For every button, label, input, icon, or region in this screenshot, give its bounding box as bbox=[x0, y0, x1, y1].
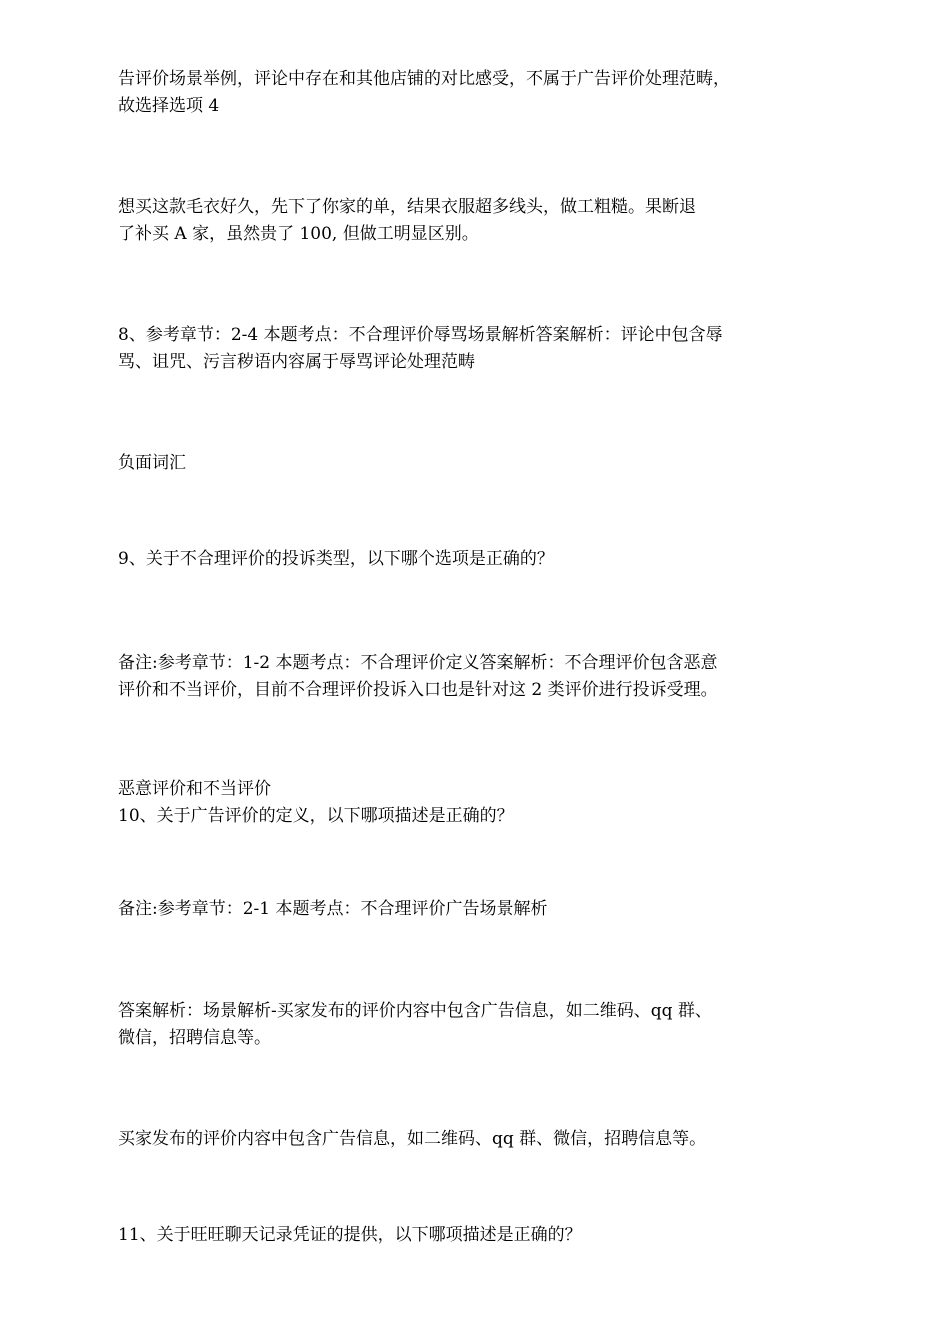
text-line: 告评价场景举例，评论中存在和其他店铺的对比感受，不属于广告评价处理范畴， bbox=[118, 69, 730, 89]
text-line: 10、关于广告评价的定义，以下哪项描述是正确的？ bbox=[118, 806, 514, 826]
paragraph-question-9 bbox=[118, 546, 848, 573]
text-line: 想买这款毛衣好久，先下了你家的单，结果衣服超多线头，做工粗糙。果断退 bbox=[118, 197, 696, 217]
text-line: 了补买 A 家，虽然贵了 100, 但做工明显区别。 bbox=[118, 224, 479, 244]
text-line: 恶意评价和不当评价 bbox=[118, 779, 271, 799]
text-line: 负面词汇 bbox=[118, 453, 186, 473]
text-line: 故选择选项 4 bbox=[118, 96, 220, 116]
paragraph-question-10-note bbox=[118, 896, 848, 923]
paragraph-question-10-explanation bbox=[118, 998, 848, 1052]
text-line: 备注:参考章节：1-2 本题考点：不合理评价定义答案解析：不合理评价包含恶意 bbox=[118, 653, 718, 673]
text-line: 评价和不当评价，目前不合理评价投诉入口也是针对这 2 类评价进行投诉受理。 bbox=[118, 680, 718, 700]
paragraph-question-10-answer bbox=[118, 1126, 848, 1153]
text-line: 8、参考章节：2-4 本题考点：不合理评价辱骂场景解析答案解析：评论中包含辱 bbox=[118, 325, 723, 345]
text-line: 11、关于旺旺聊天记录凭证的提供，以下哪项描述是正确的？ bbox=[118, 1225, 582, 1245]
paragraph-ad-review-explanation bbox=[118, 66, 848, 120]
text-line: 微信，招聘信息等。 bbox=[118, 1028, 271, 1048]
text-line: 9、关于不合理评价的投诉类型，以下哪个选项是正确的？ bbox=[118, 549, 554, 569]
text-line: 买家发布的评价内容中包含广告信息，如二维码、qq 群、微信，招聘信息等。 bbox=[118, 1129, 707, 1149]
paragraph-question-11 bbox=[118, 1222, 848, 1249]
paragraph-sweater-review-example bbox=[118, 194, 848, 248]
paragraph-question-9-note bbox=[118, 650, 848, 704]
paragraph-question-8-answer bbox=[118, 322, 848, 376]
text-line: 答案解析：场景解析-买家发布的评价内容中包含广告信息，如二维码、qq 群、 bbox=[118, 1001, 712, 1021]
paragraph-question-9-answer-and-question-10 bbox=[118, 776, 848, 830]
text-line: 备注:参考章节：2-1 本题考点：不合理评价广告场景解析 bbox=[118, 899, 548, 919]
text-line: 骂、诅咒、污言秽语内容属于辱骂评论处理范畴 bbox=[118, 352, 475, 372]
paragraph-negative-words bbox=[118, 450, 848, 477]
